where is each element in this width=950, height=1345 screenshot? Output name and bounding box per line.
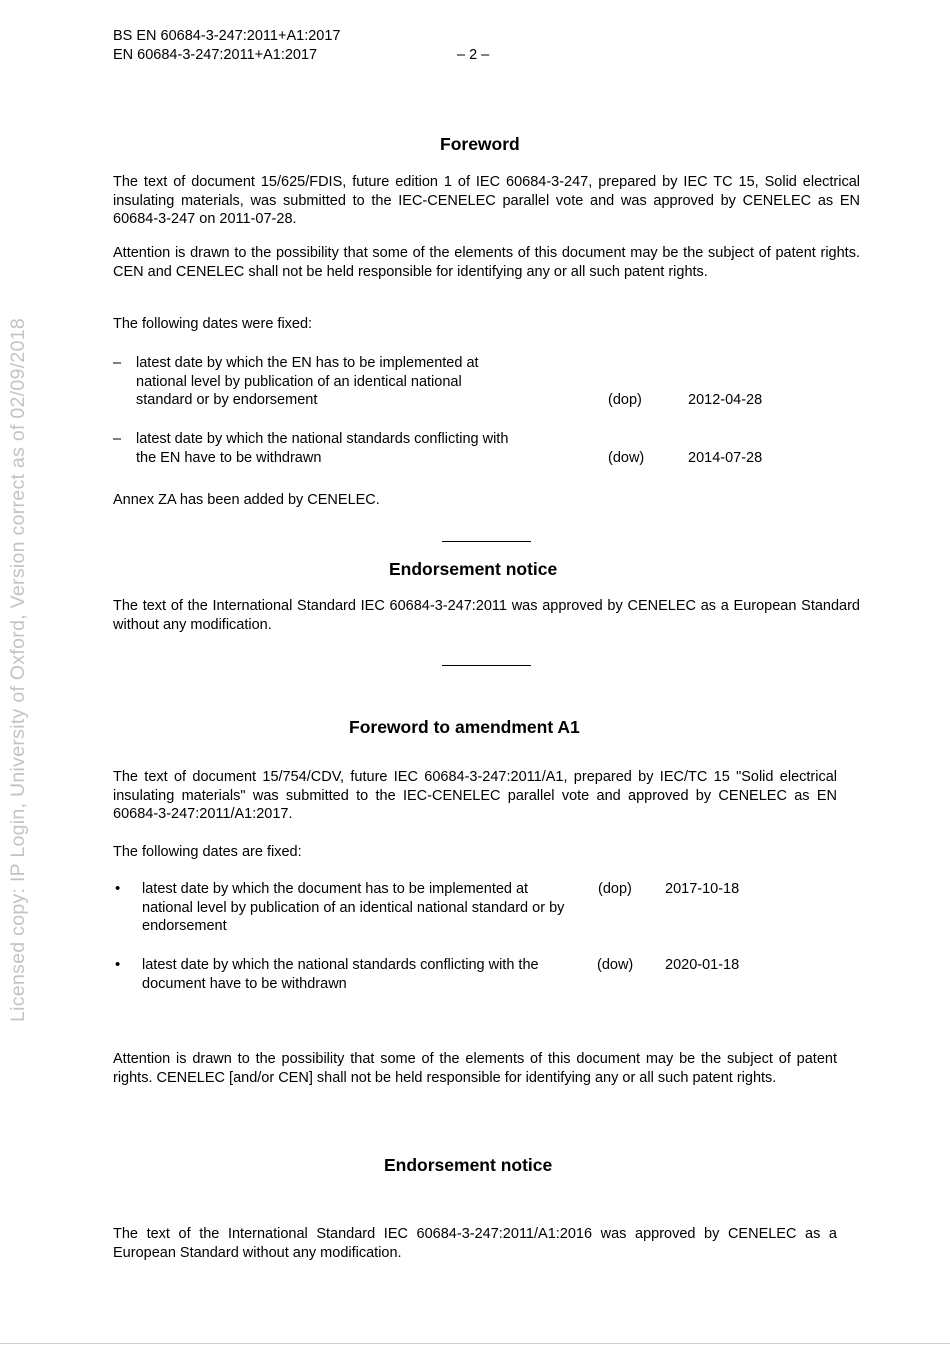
date-value: 2017-10-18 bbox=[665, 881, 740, 897]
date-code: (dow) bbox=[597, 957, 634, 973]
dash-marker: – bbox=[113, 431, 122, 447]
foreword-title: Foreword bbox=[440, 134, 520, 154]
date-description: latest date by which the national standards conflicting with the EN have to be withdrawn bbox=[136, 431, 509, 466]
amendment-paragraph-1: The text of document 15/754/CDV, future IEC 60684-3-247:2011/A1, prepared by IEC/TC 15 "Solid electrical insulating materials" was submitted to the IEC-CENELEC parallel vote and approved by CENELEC as EN 60684-3-247:2011/A1:2017. bbox=[113, 769, 837, 822]
amendment-foreword-title: Foreword to amendment A1 bbox=[349, 717, 580, 737]
license-watermark: Licensed copy: IP Login, University of Oxford, Version correct as of 02/09/2018 bbox=[6, 317, 29, 1023]
foreword-dates-intro: The following dates were fixed: bbox=[113, 316, 313, 332]
date-value: 2012-04-28 bbox=[688, 392, 763, 408]
page-bottom-edge bbox=[0, 1343, 950, 1344]
date-description: latest date by which the EN has to be implemented at national level by publication of an identical national standard or by endorsement bbox=[136, 355, 479, 408]
dash-marker: – bbox=[113, 355, 122, 371]
foreword-paragraph-2: Attention is drawn to the possibility that some of the elements of this document may be the subject of patent rights. CEN and CENELEC shall not be held responsible for identifying any or all such patent rights. bbox=[113, 245, 860, 280]
annex-note: Annex ZA has been added by CENELEC. bbox=[113, 492, 380, 508]
section-divider bbox=[442, 665, 531, 666]
amendment-endorsement-text: The text of the International Standard IEC 60684-3-247:2011/A1:2016 was approved by CENELEC as a European Standard without any modification. bbox=[113, 1226, 837, 1261]
bullet-marker: • bbox=[115, 956, 121, 973]
standard-designation-en: EN 60684-3-247:2011+A1:2017 bbox=[113, 47, 318, 63]
date-value: 2020-01-18 bbox=[665, 957, 740, 973]
section-divider bbox=[442, 541, 531, 542]
date-code: (dow) bbox=[608, 450, 645, 466]
foreword-paragraph-1: The text of document 15/625/FDIS, future edition 1 of IEC 60684-3-247, prepared by IEC TC 15, Solid electrical insulating materials, was submitted to the IEC-CENELEC parallel vote and was approved by CENELEC as EN 60684-3-247 on 2011-07-28. bbox=[113, 174, 860, 227]
date-description: latest date by which the national standards conflicting with the document have to be withdrawn bbox=[142, 957, 539, 992]
date-value: 2014-07-28 bbox=[688, 450, 763, 466]
date-code: (dop) bbox=[608, 392, 642, 408]
standard-designation-bs: BS EN 60684-3-247:2011+A1:2017 bbox=[113, 28, 341, 44]
date-description: latest date by which the document has to be implemented at national level by publication of an identical national standard or by endorsement bbox=[142, 881, 565, 934]
amendment-endorsement-title: Endorsement notice bbox=[384, 1155, 553, 1175]
endorsement-notice-title: Endorsement notice bbox=[389, 559, 558, 579]
bullet-marker: • bbox=[115, 880, 121, 897]
page-number: – 2 – bbox=[457, 47, 490, 63]
amendment-paragraph-2: Attention is drawn to the possibility that some of the elements of this document may be the subject of patent rights. CENELEC [and/or CEN] shall not be held responsible for identifying any or all such patent rights. bbox=[113, 1051, 837, 1086]
date-code: (dop) bbox=[598, 881, 632, 897]
amendment-dates-intro: The following dates are fixed: bbox=[113, 844, 302, 860]
endorsement-notice-text: The text of the International Standard IEC 60684-3-247:2011 was approved by CENELEC as a European Standard without any modification. bbox=[113, 598, 860, 633]
